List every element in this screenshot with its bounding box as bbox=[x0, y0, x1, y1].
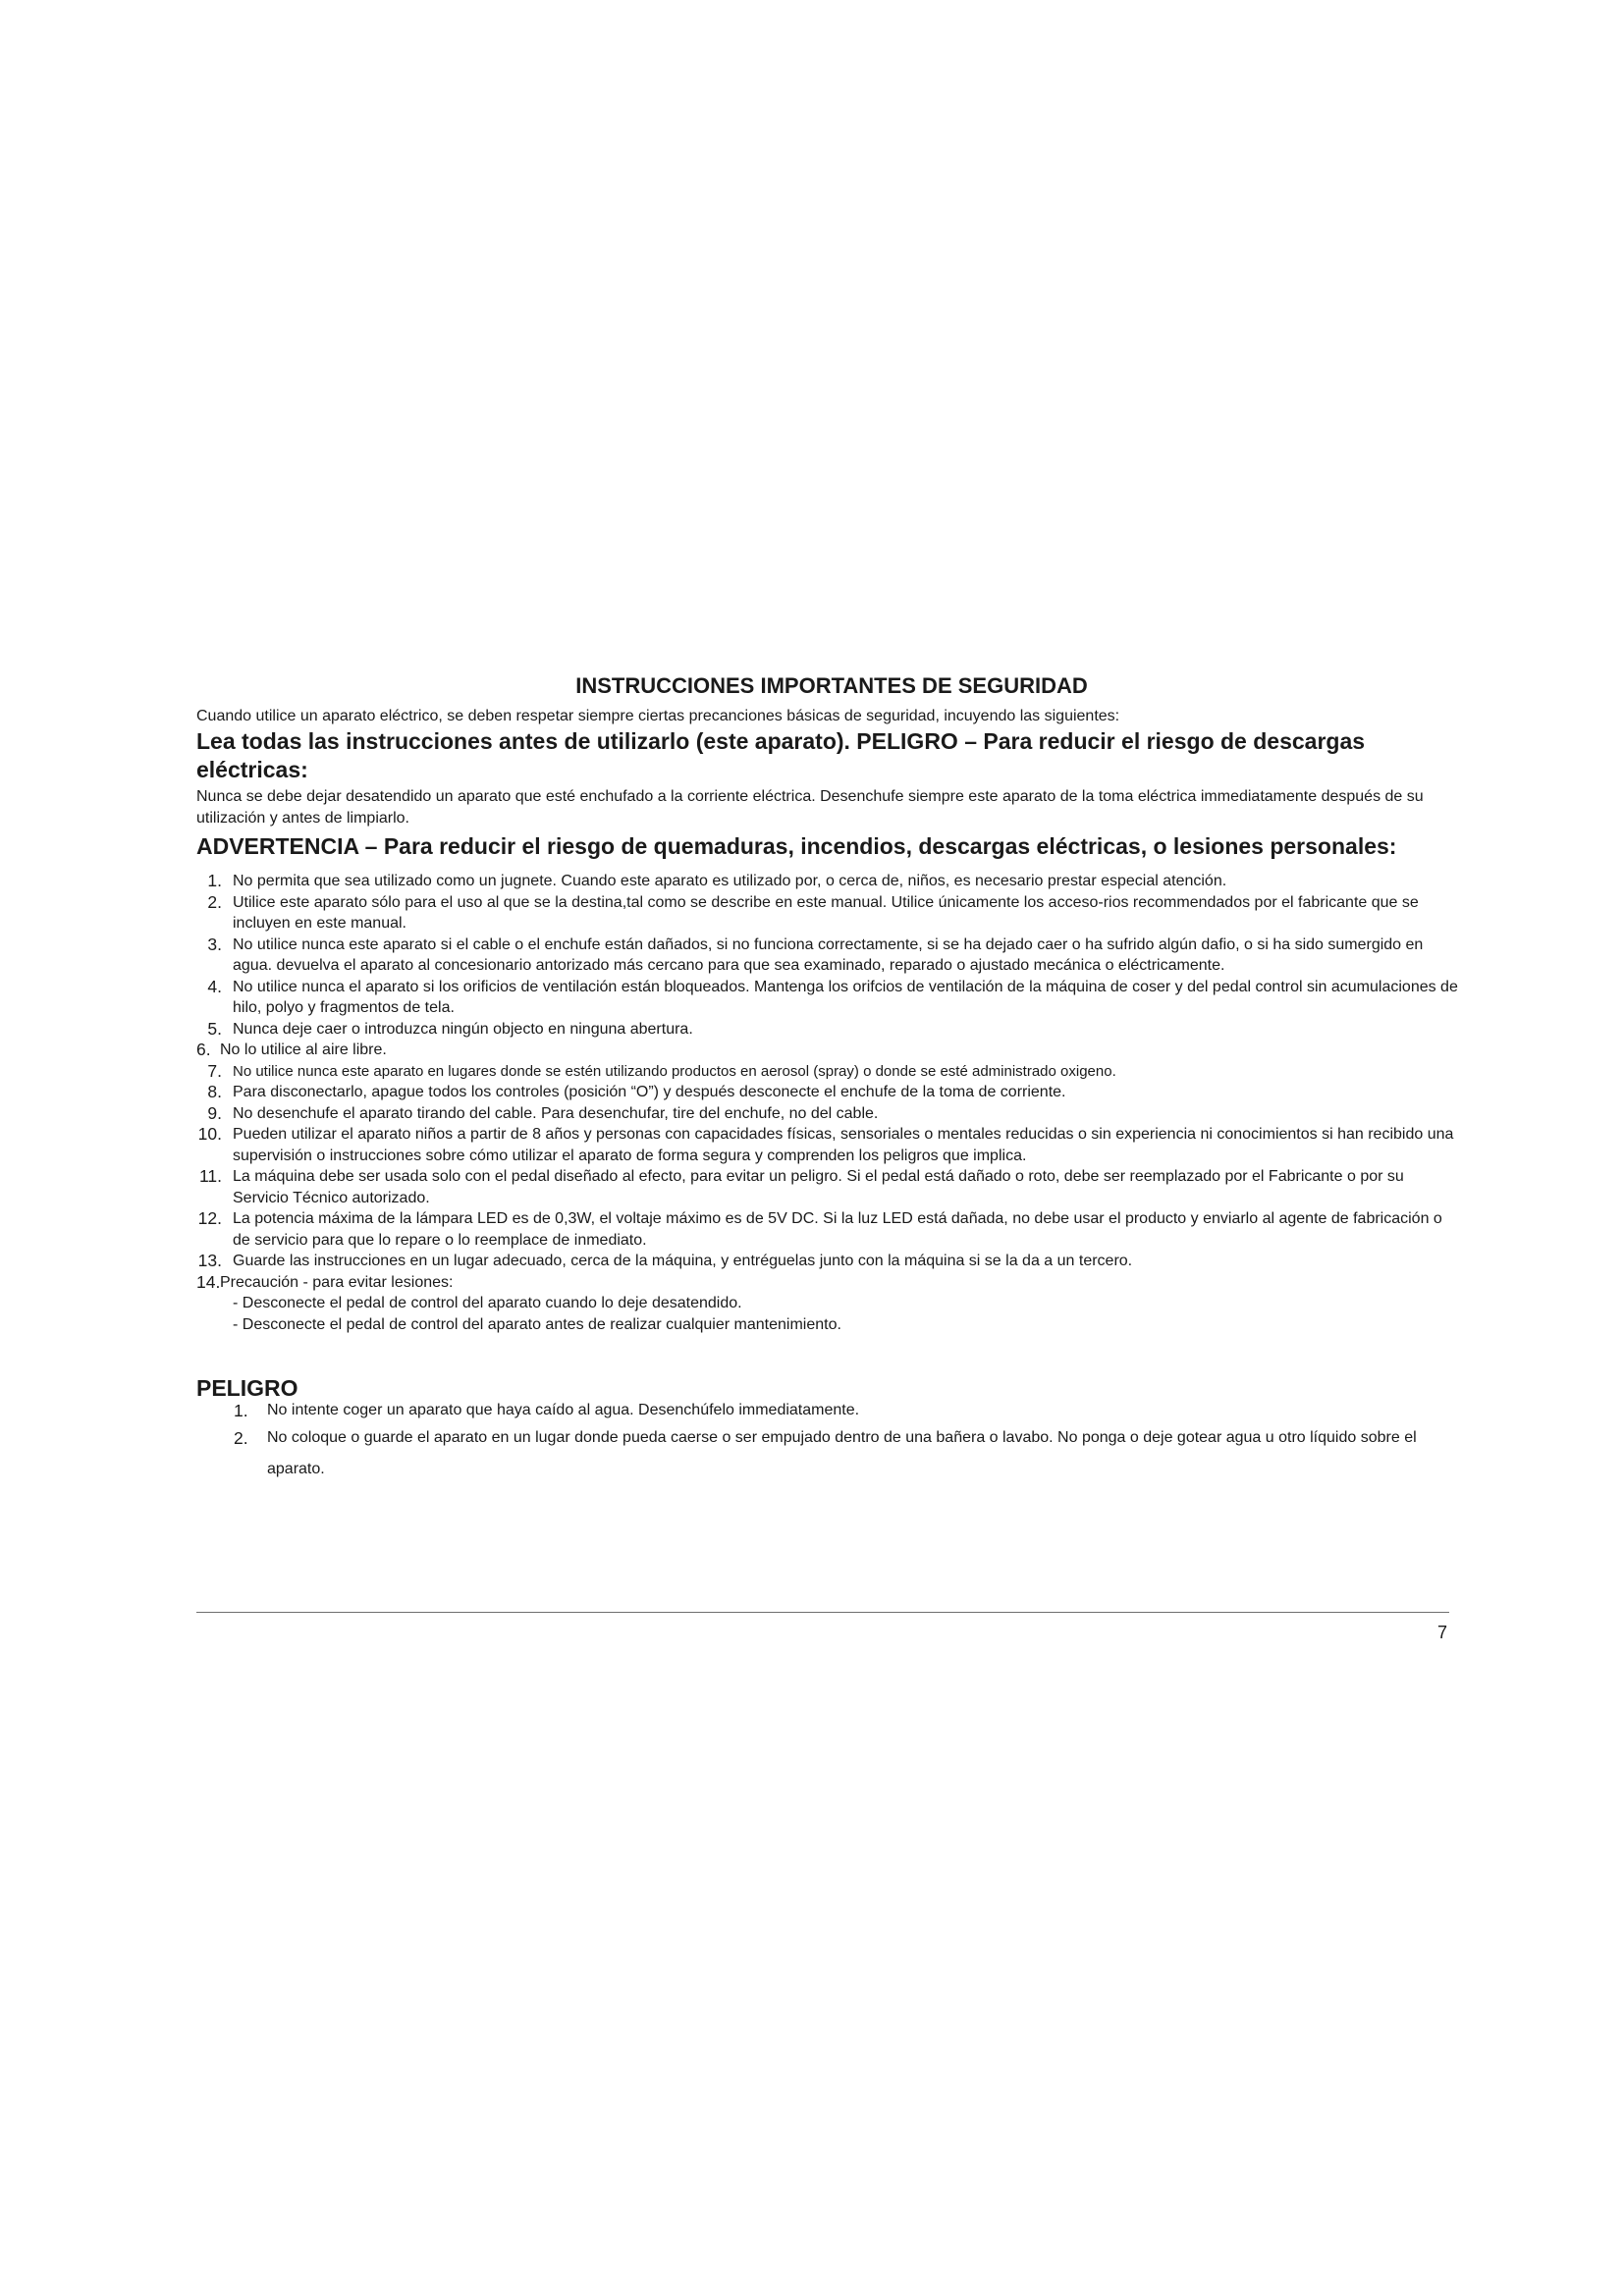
list-item bbox=[196, 1251, 1460, 1272]
safety-instructions-section bbox=[196, 673, 1458, 1485]
item-text: No utilice nunca este aparato si el cable o el enchufe están dañados, si no funciona correctamente, si se ha dejado caer o ha sufrido algún dafio, o si ha sido sumergido en agua. devuelva el aparato al concesionario antorizado más cercano para que sea examinado, reparado o ajustado mecánica o eléctricamente. bbox=[233, 935, 1424, 974]
list-item bbox=[196, 1166, 1460, 1208]
item-number: 2. bbox=[234, 1428, 248, 1448]
intro-text: Cuando utilice un aparato eléctrico, se deben respetar siempre ciertas precanciones básicas de seguridad, incuyendo las siguientes: bbox=[196, 708, 1120, 724]
item-number: 6. bbox=[196, 1040, 211, 1059]
footer-divider bbox=[196, 1612, 1449, 1613]
list-item bbox=[196, 1422, 1460, 1485]
item-number: 8. bbox=[207, 1082, 222, 1101]
danger-heading: PELIGRO bbox=[196, 1375, 298, 1401]
list-item bbox=[196, 1040, 1447, 1061]
item-number: 1. bbox=[234, 1401, 248, 1420]
read-instructions-heading: Lea todas las instrucciones antes de utilizarlo (este aparato). PELIGRO – Para reducir el riesgo de descargas eléctricas: bbox=[196, 728, 1366, 782]
item-text: No utilice nunca este aparato en lugares donde se estén utilizando productos en aerosol (spray) o donde se esté administrado oxigeno. bbox=[233, 1062, 1116, 1080]
item-number: 13. bbox=[197, 1251, 222, 1270]
warnings-list bbox=[196, 871, 1458, 1293]
item-text: La potencia máxima de la lámpara LED es de 0,3W, el voltaje máximo es de 5V DC. Si la luz LED está dañada, no debe usar el producto y enviarlo al agente de fabricación o de servicio para que lo repare o lo reemplace de inmediato. bbox=[233, 1210, 1442, 1249]
item-text: La máquina debe ser usada solo con el pedal diseñado al efecto, para evitar un peligro. Si el pedal está dañado o roto, debe ser reemplazado por el Fabricante o por su Servicio Técnico autorizado. bbox=[233, 1168, 1404, 1206]
list-item bbox=[196, 1124, 1460, 1166]
item-number: 9. bbox=[207, 1102, 222, 1123]
list-item bbox=[196, 934, 1460, 977]
warning-heading: ADVERTENCIA – Para reducir el riesgo de quemaduras, incendios, descargas eléctricas, o lesiones personales: bbox=[196, 833, 1397, 859]
unattended-paragraph: Nunca se debe dejar desatendido un aparato que esté enchufado a la corriente eléctrica. Desenchufe siempre este aparato de la toma eléctrica immediatamente después de su utilización y antes de limpiarlo. bbox=[196, 788, 1424, 827]
danger-section bbox=[196, 1377, 1453, 1485]
item-text: Utilice este aparato sólo para el uso al que se la destina,tal como se describe en este manual. Utilice únicamente los acceso-rios recommendados por el fabricante que se incluyen en este manual. bbox=[233, 893, 1419, 932]
danger-list bbox=[196, 1399, 1453, 1485]
item-text: No lo utilice al aire libre. bbox=[220, 1041, 387, 1058]
list-item bbox=[196, 1399, 1460, 1422]
precaution-item: - Desconecte el pedal de control del aparato antes de realizar cualquier mantenimiento. bbox=[233, 1315, 841, 1333]
item-number: 3. bbox=[207, 934, 222, 954]
list-item bbox=[196, 1103, 1460, 1125]
list-item bbox=[196, 892, 1460, 934]
item-text: Pueden utilizar el aparato niños a partir de 8 años y personas con capacidades físicas, sensoriales o mentales reducidas o sin experiencia ni conocimientos si han recibido una supervisión o instrucciones sobre cómo utilizar el aparato de forma segura y comprenden los peligros que implica. bbox=[233, 1126, 1454, 1164]
item-number: 10. bbox=[197, 1124, 222, 1144]
list-item bbox=[196, 1208, 1460, 1251]
item-text: No utilice nunca el aparato si los orificios de ventilación están bloqueados. Mantenga los orifcios de ventilación de la máquina de coser y del pedal control sin acumulaciones de hilo, polyo y fragmentos de tela. bbox=[233, 978, 1458, 1016]
item-text: Nunca deje caer o introduzca ningún objecto en ninguna abertura. bbox=[233, 1020, 693, 1038]
list-item bbox=[196, 977, 1460, 1019]
item-number: 7. bbox=[207, 1060, 222, 1081]
item-text: Para disconectarlo, apague todos los controles (posición “O”) y después desconecte el enchufe de la toma de corriente. bbox=[233, 1084, 1066, 1100]
list-item bbox=[196, 1061, 1460, 1083]
page-title: INSTRUCCIONES IMPORTANTES DE SEGURIDAD bbox=[575, 673, 1088, 698]
item-text: Precaución - para evitar lesiones: bbox=[220, 1273, 454, 1291]
item-number: 14. bbox=[196, 1271, 221, 1292]
item-text: No coloque o guarde el aparato en un lugar donde pueda caerse o ser empujado dentro de una bañera o lavabo. No ponga o deje gotear agua u otro líquido sobre el aparato. bbox=[267, 1429, 1417, 1477]
precaution-item: - Desconecte el pedal de control del aparato cuando lo deje desatendido. bbox=[233, 1295, 742, 1311]
item-number: 2. bbox=[207, 891, 222, 912]
page-number: 7 bbox=[1436, 1623, 1447, 1642]
list-item bbox=[196, 1272, 1447, 1294]
list-item bbox=[196, 1019, 1460, 1041]
item-text: No permita que sea utilizado como un jugnete. Cuando este aparato es utilizado por, o cerca de, niños, es necesario prestar especial atención. bbox=[233, 873, 1227, 889]
precaution-sublist bbox=[196, 1293, 1453, 1335]
list-item bbox=[196, 871, 1460, 892]
list-item bbox=[196, 1082, 1460, 1103]
item-text: Guarde las instrucciones en un lugar adecuado, cerca de la máquina, y entréguelas junto con la máquina si se la da a un tercero. bbox=[233, 1253, 1133, 1269]
item-number: 4. bbox=[207, 976, 222, 996]
item-number: 5. bbox=[207, 1018, 222, 1039]
item-text: No desenchufe el aparato tirando del cable. Para desenchufar, tire del enchufe, no del cable. bbox=[233, 1104, 879, 1122]
item-number: 11. bbox=[198, 1166, 222, 1186]
item-number: 1. bbox=[207, 871, 222, 890]
item-number: 12. bbox=[197, 1208, 222, 1228]
item-text: No intente coger un aparato que haya caído al agua. Desenchúfelo immediatamente. bbox=[267, 1402, 860, 1418]
